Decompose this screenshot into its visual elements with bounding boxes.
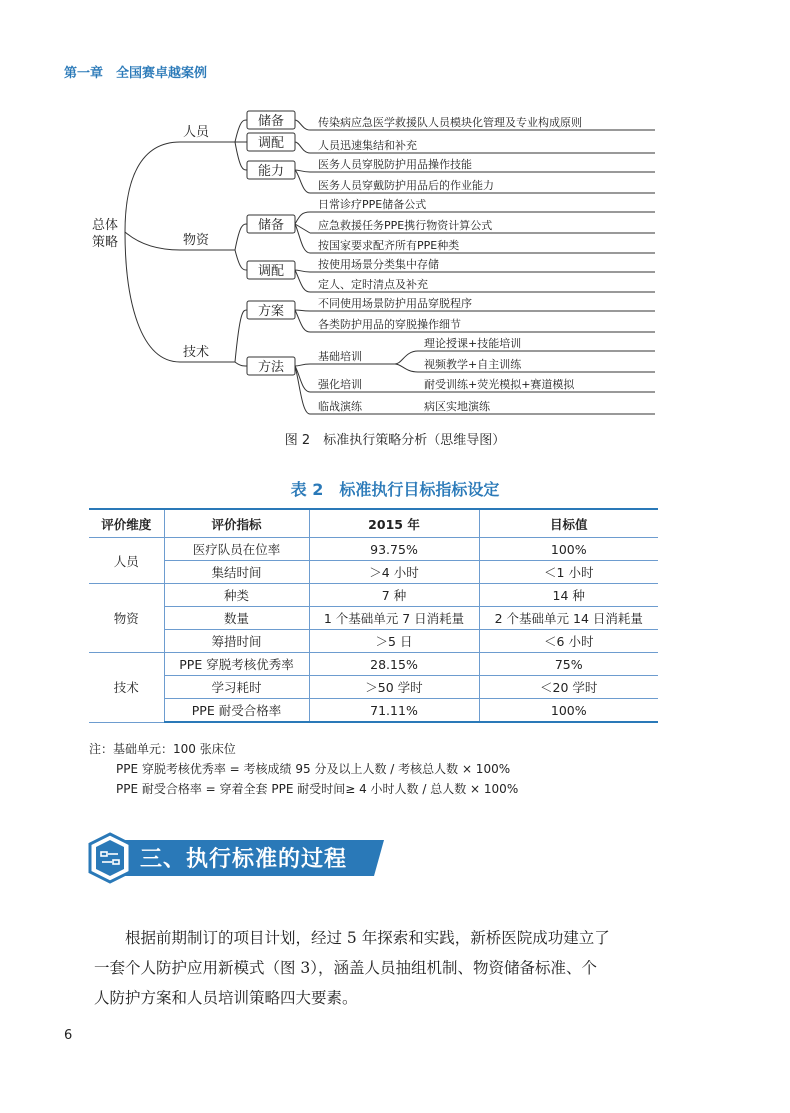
mindmap-leaf: 各类防护用品的穿脱操作细节	[318, 318, 461, 331]
mindmap-root-line-2: 策略	[91, 235, 119, 250]
mindmap-method-detail: 视频教学+自主训练	[424, 358, 522, 371]
mindmap-leaf: 按国家要求配齐所有PPE种类	[318, 239, 460, 252]
table-dimension-cell: 人员	[89, 538, 164, 584]
chapter-header: 第一章 全国赛卓越案例	[64, 66, 208, 81]
table-cell: 数量	[164, 607, 309, 630]
paragraph-line: 人防护方案和人员培训策略四大要素。	[94, 989, 358, 1007]
paragraph-line: 根据前期制订的项目计划，经过 5 年探索和实践，新桥医院成功建立了	[125, 929, 610, 947]
table-cell: 1 个基础单元 7 日消耗量	[309, 607, 479, 630]
table-header-row	[89, 509, 658, 538]
mind-map	[0, 0, 790, 420]
mindmap-category-technology: 技术	[182, 345, 210, 360]
mindmap-leaf: 定人、定时清点及补充	[318, 278, 428, 291]
table-cell: PPE 耐受合格率	[164, 699, 309, 723]
table-cell: ＞4 小时	[309, 561, 479, 584]
table-cell: 75%	[479, 653, 658, 676]
mindmap-box-label: 调配	[257, 264, 285, 279]
mindmap-method-detail: 理论授课+技能培训	[424, 337, 522, 350]
table-row	[89, 538, 658, 561]
table-cell: 筹措时间	[164, 630, 309, 653]
mindmap-category-materials: 物资	[182, 233, 210, 248]
table-title: 表 2 标准执行目标指标设定	[290, 480, 500, 499]
table-cell: 14 种	[479, 584, 658, 607]
table-cell: ＜20 学时	[479, 676, 658, 699]
mindmap-method-detail: 耐受训练+荧光模拟+赛道模拟	[424, 378, 575, 391]
table-row	[89, 561, 658, 584]
page-number: 6	[64, 1028, 73, 1043]
table-row	[89, 607, 658, 630]
table-header-cell: 评价维度	[89, 509, 164, 538]
table-cell: 100%	[479, 699, 658, 723]
table-row	[89, 584, 658, 607]
table-cell: 医疗队员在位率	[164, 538, 309, 561]
table-cell: 93.75%	[309, 538, 479, 561]
table-header-cell: 目标值	[479, 509, 658, 538]
table-cell: 71.11%	[309, 699, 479, 723]
table-row	[89, 630, 658, 653]
mindmap-leaf: 日常诊疗PPE储备公式	[318, 198, 427, 211]
figure-caption: 图 2 标准执行策略分析（思维导图）	[284, 433, 506, 448]
table-header-cell: 评价指标	[164, 509, 309, 538]
paragraph-line: 一套个人防护应用新模式（图 3），涵盖人员抽组机制、物资储备标准、个	[94, 959, 598, 977]
mindmap-leaf: 人员迅速集结和补充	[318, 139, 417, 152]
table-header-cell: 2015 年	[309, 509, 479, 538]
table-note: PPE 耐受合格率 = 穿着全套 PPE 耐受时间≥ 4 小时人数 / 总人数 × 100%	[116, 782, 519, 796]
table-row	[89, 699, 658, 723]
table-cell: 7 种	[309, 584, 479, 607]
mindmap-box-label: 方法	[257, 360, 285, 375]
table-cell: ＞5 日	[309, 630, 479, 653]
table-cell: 28.15%	[309, 653, 479, 676]
table-cell: ＜1 小时	[479, 561, 658, 584]
mindmap-leaf: 医务人员穿脱防护用品操作技能	[318, 158, 472, 171]
mindmap-box-label: 调配	[257, 136, 285, 151]
table-cell: 种类	[164, 584, 309, 607]
table-cell: 集结时间	[164, 561, 309, 584]
mindmap-box-label: 储备	[257, 218, 285, 233]
mindmap-leaf: 应急救援任务PPE携行物资计算公式	[318, 219, 493, 232]
mindmap-method-item: 强化培训	[318, 378, 362, 391]
table-dimension-cell: 物资	[89, 584, 164, 653]
mindmap-root-line-1: 总体	[91, 218, 119, 233]
mindmap-method-item: 临战演练	[318, 400, 362, 413]
mindmap-box-label: 方案	[257, 304, 285, 319]
mindmap-leaf: 传染病应急医学救援队人员模块化管理及专业构成原则	[318, 116, 582, 129]
mindmap-category-personnel: 人员	[182, 125, 210, 140]
section-title: 三、执行标准的过程	[140, 847, 348, 872]
mindmap-method-item: 基础培训	[318, 350, 362, 363]
mindmap-leaf: 按使用场景分类集中存储	[318, 258, 439, 271]
table-cell: 学习耗时	[164, 676, 309, 699]
table-dimension-cell: 技术	[89, 653, 164, 723]
table-note: PPE 穿脱考核优秀率 = 考核成绩 95 分及以上人数 / 考核总人数 × 100%	[116, 762, 511, 776]
table-cell: 100%	[479, 538, 658, 561]
mindmap-box-label: 能力	[257, 164, 285, 179]
mindmap-box-label: 储备	[257, 114, 285, 129]
table-cell: PPE 穿脱考核优秀率	[164, 653, 309, 676]
table-cell: ＞50 学时	[309, 676, 479, 699]
table-cell: ＜6 小时	[479, 630, 658, 653]
table-row	[89, 676, 658, 699]
table-cell: 2 个基础单元 14 日消耗量	[479, 607, 658, 630]
indicator-table	[89, 508, 658, 723]
mindmap-method-detail: 病区实地演练	[424, 400, 490, 413]
mindmap-leaf: 医务人员穿戴防护用品后的作业能力	[318, 179, 494, 192]
mindmap-leaf: 不同使用场景防护用品穿脱程序	[318, 297, 472, 310]
table-note: 注：基础单元：100 张床位	[89, 742, 236, 756]
table-row	[89, 653, 658, 676]
